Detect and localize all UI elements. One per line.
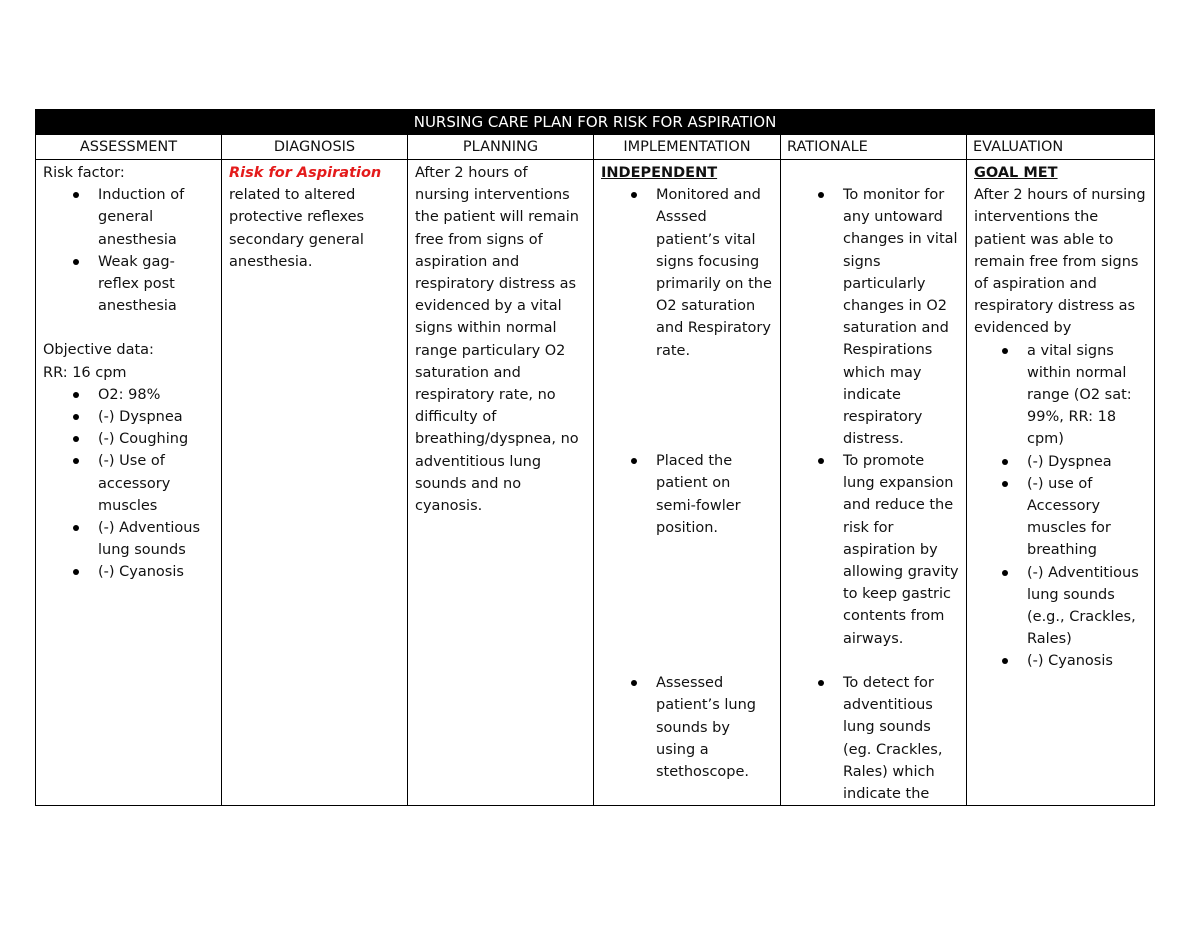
evaluation-text: After 2 hours of nursing interventions the patient was able to remain free from signs of aspiration and respiratory distress as evidenced by [974,187,1146,337]
header-diagnosis: DIAGNOSIS [222,135,408,160]
list-item: (-) Dyspnea [1027,451,1147,473]
rationale-list [788,184,959,805]
rationale-cell [781,160,967,806]
evaluation-cell [967,160,1155,806]
header-planning: PLANNING [408,135,594,160]
assessment-cell [36,160,222,806]
list-item: Weak gag-reflex post anesthesia [98,251,214,318]
evaluation-heading: GOAL MET [974,165,1058,181]
list-item: (-) Cyanosis [98,561,214,583]
list-item: (-) Coughing [98,428,214,450]
table-title: NURSING CARE PLAN FOR RISK FOR ASPIRATION [36,110,1155,135]
list-item: (-) Dyspnea [98,406,214,428]
list-item: a vital signs within normal range (O2 sat: 99%, RR: 18 cpm) [1027,340,1147,451]
list-item: O2: 98% [98,384,214,406]
implementation-heading: INDEPENDENT [601,165,718,181]
rr-reading: RR: 16 cpm [43,364,127,381]
list-item: Induction of general anesthesia [98,184,214,251]
list-item: To promote lung expansion and reduce the risk for aspiration by allowing gravity to keep gastric contents from airways. [843,450,959,672]
list-item: (-) use of Accessory muscles for breathing [1027,473,1147,562]
header-implementation: IMPLEMENTATION [594,135,781,160]
care-plan-table [35,109,1155,806]
diagnosis-title: Risk for Aspiration [229,165,382,181]
list-item: To monitor for any untoward changes in vital signs particularly changes in O2 saturation and Respirations which may indicate respiratory distress. [843,184,959,450]
header-rationale: RATIONALE [781,135,967,160]
list-item: (-) Adventitious lung sounds (e.g., Crackles, Rales) [1027,562,1147,651]
objective-data-list [43,384,214,584]
list-item: To detect for adventitious lung sounds (eg. Crackles, Rales) which indicate the [843,672,959,805]
diagnosis-text: related to altered protective reflexes secondary general anesthesia. [229,187,365,270]
list-item: Placed the patient on semi-fowler position. [656,450,773,672]
risk-factor-label: Risk factor: [43,165,125,181]
implementation-list [601,184,773,783]
evaluation-list [974,340,1147,673]
planning-text: After 2 hours of nursing interventions the patient will remain free from signs of aspiration and respiratory distress as evidenced by a vital signs within normal range particulary O2 saturation and respiratory rate, no difficulty of breathing/dyspnea, no adventitious lung sounds and no cyanosis. [415,165,579,515]
header-assessment: ASSESSMENT [36,135,222,160]
planning-cell [408,160,594,806]
risk-factor-list [43,184,214,317]
implementation-cell [594,160,781,806]
list-item: Monitored and Asssed patient’s vital signs focusing primarily on the O2 saturation and Respiratory rate. [656,184,773,450]
objective-data-label: Objective data: [43,342,154,359]
header-evaluation: EVALUATION [967,135,1155,160]
list-item: Assessed patient’s lung sounds by using a stethoscope. [656,672,773,783]
list-item: (-) Adventious lung sounds [98,517,214,561]
list-item: (-) Cyanosis [1027,650,1147,672]
list-item: (-) Use of accessory muscles [98,450,214,517]
diagnosis-cell [222,160,408,806]
